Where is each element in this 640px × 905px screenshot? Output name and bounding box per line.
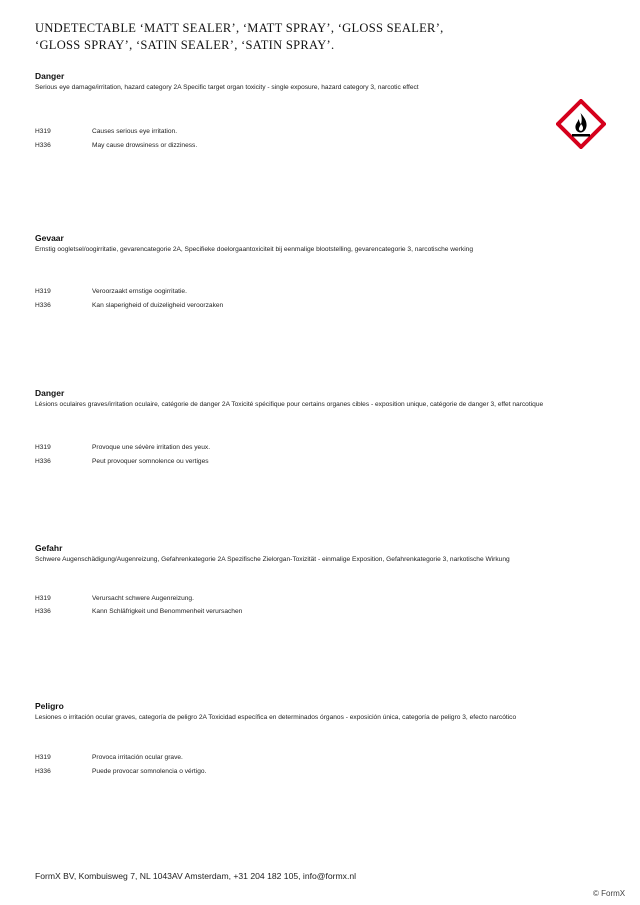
hazard-code: H336 <box>35 458 51 465</box>
hazard-code: H336 <box>35 142 51 149</box>
hazard-code: H319 <box>35 128 51 135</box>
company-footer: FormX BV, Kombuisweg 7, NL 1043AV Amsterdam, +31 204 182 105, info@formx.nl <box>35 871 357 881</box>
hazard-section-french <box>35 388 545 465</box>
hazard-text: Kann Schläfrigkeit und Benommenheit verursachen <box>92 608 243 615</box>
title-line-1: UNDETECTABLE ‘MATT SEALER’, ‘MATT SPRAY’, ‘GLOSS SEALER’, <box>35 21 444 35</box>
hazard-code: H319 <box>35 595 51 602</box>
hazard-code: H319 <box>35 288 51 295</box>
copyright-notice: © FormX <box>593 889 626 898</box>
hazard-code: H319 <box>35 754 51 761</box>
hazard-text: Provoque une sévère irritation des yeux. <box>92 444 211 451</box>
hazard-code: H336 <box>35 302 51 309</box>
hazard-code: H336 <box>35 768 51 775</box>
section-heading: Gevaar <box>35 233 64 243</box>
section-heading: Danger <box>35 388 65 398</box>
section-description: Serious eye damage/irritation, hazard category 2A Specific target organ toxicity - single exposure, hazard category 3, narcotic effect <box>35 84 419 91</box>
hazard-text: Puede provocar somnolencia o vértigo. <box>92 768 207 775</box>
hazard-text: Provoca irritación ocular grave. <box>92 754 183 761</box>
hazard-text: Kan slaperigheid of duizeligheid veroorzaken <box>92 302 224 309</box>
hazard-section-dutch <box>35 233 545 309</box>
hazard-text: Peut provoquer somnolence ou vertiges <box>92 458 209 465</box>
section-description: Ernstig oogletsel/oogirritatie, gevarencategorie 2A, Specifieke doelorgaantoxiciteit bij eenmalige blootstelling, gevarencategorie 3, narcotische werking <box>35 246 474 253</box>
hazard-code: H336 <box>35 608 51 615</box>
hazard-text: Causes serious eye irritation. <box>92 128 178 135</box>
hazard-section-spanish <box>35 701 545 775</box>
hazard-section-english <box>35 71 545 149</box>
hazard-code: H319 <box>35 444 51 451</box>
section-heading: Peligro <box>35 701 64 711</box>
section-heading: Gefahr <box>35 543 63 553</box>
section-description: Lesiones o irritación ocular graves, categoría de peligro 2A Toxicidad específica en determinados órganos - exposición única, categoría de peligro 3, efecto narcótico <box>35 714 517 721</box>
section-heading: Danger <box>35 71 65 81</box>
hazard-text: Veroorzaakt ernstige oogirritatie. <box>92 288 187 295</box>
flame-hazard-icon <box>556 99 606 149</box>
hazard-text: Verursacht schwere Augenreizung. <box>92 595 194 602</box>
hazard-section-german <box>35 543 545 615</box>
document-title <box>35 20 495 54</box>
hazard-text: May cause drowsiness or dizziness. <box>92 142 198 149</box>
title-line-2: ‘GLOSS SPRAY’, ‘SATIN SEALER’, ‘SATIN SPRAY’. <box>35 38 335 52</box>
section-description: Schwere Augenschädigung/Augenreizung, Gefahrenkategorie 2A Spezifische Zielorgan-Toxizität - einmalige Exposition, Gefahrenkategorie 3, narkotische Wirkung <box>35 556 510 563</box>
section-description: Lésions oculaires graves/irritation oculaire, catégorie de danger 2A Toxicité spécifique pour certains organes cibles - exposition unique, catégorie de danger 3, effet narcotique <box>35 401 544 408</box>
